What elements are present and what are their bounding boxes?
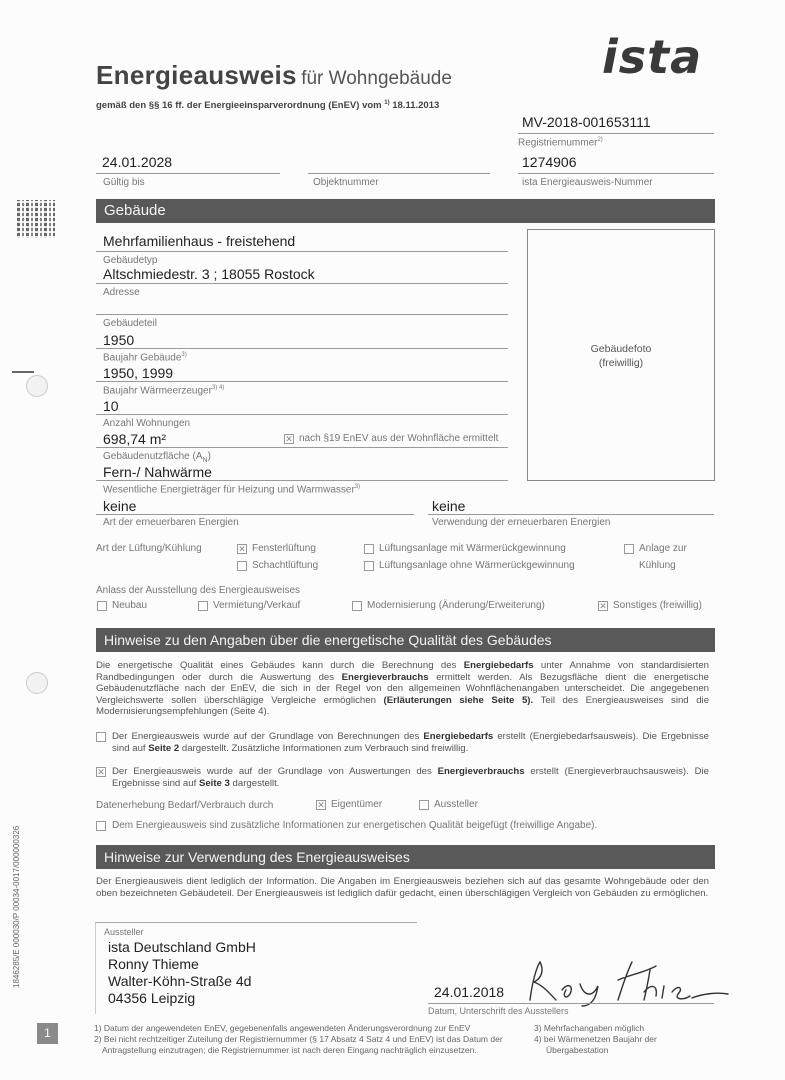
valid-until-value: 24.01.2028 [102, 154, 173, 170]
renewable-use-value: keine [432, 498, 466, 514]
units-value: 10 [103, 398, 119, 414]
rental-sale-label: Vermietung/Verkauf [213, 600, 301, 611]
additional-info-label: Dem Energieausweis sind zusätzliche Informationen zur energetischen Qualität beigefügt (freiwillige Angabe). [112, 820, 598, 831]
issue-date-label: Datum, Unterschrift des Ausstellers [428, 1006, 569, 1016]
new-building-label: Neubau [112, 600, 148, 611]
renewable-use-label: Verwendung der erneuerbaren Energien [432, 517, 611, 528]
fold-mark [12, 371, 34, 373]
owner-checkbox[interactable]: ✕ [317, 800, 325, 810]
building-type-label: Gebäudetyp [103, 255, 158, 266]
units-label: Anzahl Wohnungen [103, 418, 191, 429]
address-value: Altschmiedestr. 3 ; 18055 Rostock [103, 266, 315, 282]
footnote-4: 4) bei Wärmenetzen Baujahr der [534, 1034, 657, 1044]
cooling-system-label-line2: Kühlung [639, 560, 676, 571]
section-notes-header: Hinweise zu den Angaben über die energetische Qualität des Gebäudes [96, 628, 715, 652]
modernisation-checkbox[interactable] [352, 601, 362, 611]
renewable-type-label: Art der erneuerbaren Energien [103, 517, 239, 528]
cooling-system-label: Anlage zur [639, 543, 687, 554]
window-ventilation-label: Fensterlüftung [252, 543, 316, 554]
title-suffix: für Wohngebäude [301, 68, 452, 89]
subtitle-date: 18.11.2013 [392, 100, 440, 112]
footnotes-left [94, 1023, 503, 1056]
title-main: Energieausweis [96, 60, 297, 90]
issuer-city: 04356 Leipzig [108, 990, 196, 1006]
consumption-certificate-text: Der Energieausweis wurde auf der Grundlage von Auswertungen des Energieverbrauchs erstellt (Energieverbrauchsausweis). Die Ergebnisse sind auf Seite 3 dargestellt. [112, 766, 709, 789]
data-collection-label: Datenerhebung Bedarf/Verbrauch durch [96, 800, 274, 811]
issuer-street: Walter-Köhn-Straße 4d [108, 973, 252, 989]
modernisation-label: Modernisierung (Änderung/Erweiterung) [367, 600, 545, 611]
issuer-signature [522, 956, 732, 1008]
building-photo-box [527, 229, 715, 481]
heater-year-label: Baujahr Wärmeerzeuger$^{3) 4)}$ [103, 385, 225, 397]
ventilation-with-recovery-checkbox[interactable] [364, 544, 374, 554]
occasion-label: Anlass der Ausstellung des Energieausweises [96, 585, 301, 596]
cooling-system-checkbox[interactable] [624, 544, 634, 554]
footnote-3: 3) Mehrfachangaben möglich [534, 1023, 645, 1033]
address-label: Adresse [103, 287, 140, 298]
document-subtitle [96, 100, 439, 111]
heater-year-value: 1950, 1999 [103, 365, 174, 381]
usage-paragraph: Der Energieausweis dient lediglich der Information. Die Angaben im Energieausweis beziehen sich auf das gesamte Wohngebäude oder den oben bezeichneten Gebäudeteil. Der Energieausweis ist lediglich dafür gedacht, einen überschlägigen Vergleich von Gebäuden zu ermöglichen. [96, 876, 709, 899]
building-type-value: Mehrfamilienhaus - freistehend [103, 233, 296, 249]
data-matrix-code [17, 200, 55, 238]
usable-area-label: Gebäudenutzfläche $(A_N)$ [103, 451, 211, 464]
new-building-checkbox[interactable] [97, 601, 107, 611]
other-checkbox[interactable]: ✕ [599, 601, 607, 611]
issuer-person: Ronny Thieme [108, 956, 199, 972]
energy-carrier-label: Wesentliche Energieträger für Heizung und Warmwasser$^{3)}$ [103, 484, 361, 496]
owner-label: Eigentümer [331, 799, 383, 810]
ventilation-label: Art der Lüftung/Kühlung [96, 543, 202, 554]
ista-number-label: ista Energieausweis-Nummer [522, 177, 653, 188]
issuer-label: Aussteller [104, 927, 144, 937]
other-label: Sonstiges (freiwillig) [613, 600, 702, 611]
additional-info-checkbox[interactable] [96, 821, 106, 831]
ista-number-value: 1274906 [522, 154, 577, 170]
footnotes-right [534, 1023, 657, 1056]
usable-area-value: 698,74 m² [103, 431, 167, 447]
energy-carrier-value: Fern-/ Nahwärme [103, 464, 212, 480]
shaft-ventilation-label: Schachtlüftung [252, 560, 319, 571]
building-part-label: Gebäudeteil [103, 318, 157, 329]
registry-number: MV-2018-001653111 [522, 114, 651, 130]
section-usage-header: Hinweise zur Verwendung des Energieausweises [96, 845, 715, 869]
demand-certificate-checkbox[interactable] [96, 732, 106, 742]
construction-year-value: 1950 [103, 332, 135, 348]
footnote-1: 1) Datum der angewendeten EnEV, gegebenenfalls angewendeten Änderungsverordnung zur EnEV [94, 1023, 471, 1033]
issuer-option-label: Aussteller [434, 799, 478, 810]
footnote-2: 2) Bei nicht rechtzeitiger Zuteilung der Registriernummer (§ 17 Absatz 4 Satz 4 und EnEV) ist das Datum der [94, 1034, 503, 1044]
area-determination-label: nach §19 EnEV aus der Wohnfläche ermittelt [299, 433, 499, 444]
valid-until-label: Gültig bis [103, 177, 145, 188]
punch-hole-bottom [26, 672, 48, 694]
ventilation-without-recovery-label: Lüftungsanlage ohne Wärmerückgewinnung [379, 560, 575, 571]
issuer-address [108, 939, 256, 1007]
section-building-header: Gebäude [96, 199, 715, 223]
renewable-type-value: keine [103, 498, 137, 514]
issuer-company: ista Deutschland GmbH [108, 939, 256, 955]
shaft-ventilation-checkbox[interactable] [237, 561, 247, 571]
window-ventilation-checkbox[interactable]: ✕ [238, 544, 246, 554]
construction-year-label: Baujahr Gebäude$^{3)}$ [103, 352, 187, 364]
ista-logo: ista [602, 30, 703, 84]
registry-label: Registriernummer$^{2)}$ [518, 137, 603, 149]
subtitle-footnote: 1) [384, 100, 390, 106]
notes-paragraph: Die energetische Qualität eines Gebäudes kann durch die Berechnung des Energiebedarfs unter Annahme von standardisierten Randbedingungen oder durch die Auswertung des Energieverbrauchs ermittelt werden. Als Bezugsfläche dient die energetische Gebäudenutzfläche nach der EnEV, die sich in der Regel von den allgemeinen Wohnflächenangaben unterscheidet. Die angegebenen Vergleichswerte sollen überschlägige Vergleiche ermöglichen (Erläuterungen siehe Seite 5). Teil des Energieausweises sind die Modernisierungsempfehlungen (Seite 4). [96, 660, 710, 717]
subtitle-text: gemäß den §§ 16 ff. der Energieeinsparverordnung (EnEV) vom [96, 100, 382, 112]
footnote-2-cont: Antragstellung einzutragen; die Registriernummer ist nach deren Eingang nachträglich einzusetzen. [102, 1045, 477, 1055]
building-photo-label: Gebäudefoto (freiwillig) [590, 343, 652, 369]
footnote-4-cont: Übergabestation [546, 1045, 609, 1055]
consumption-certificate-checkbox[interactable]: ✕ [97, 767, 105, 777]
demand-certificate-text: Der Energieausweis wurde auf der Grundlage von Berechnungen des Energiebedarfs erstellt (Energiebedarfsausweis). Die Ergebnisse sind auf Seite 2 dargestellt. Zusätzliche Informationen zum Verbrauch sind freiwillig. [112, 731, 709, 754]
page-number: 1 [37, 1023, 58, 1044]
vertical-document-code: 1846285/E 000030/P 00034-0017/000000326 [12, 825, 21, 988]
object-number-label: Objektnummer [313, 177, 379, 188]
area-determination-checkbox[interactable]: ✕ [285, 434, 293, 444]
issuer-checkbox[interactable] [419, 800, 429, 810]
punch-hole-top [26, 375, 48, 397]
issue-date-value: 24.01.2018 [434, 984, 505, 1000]
ventilation-without-recovery-checkbox[interactable] [364, 561, 374, 571]
rental-sale-checkbox[interactable] [198, 601, 208, 611]
ventilation-with-recovery-label: Lüftungsanlage mit Wärmerückgewinnung [379, 543, 566, 554]
issuer-box [95, 922, 417, 1014]
document-title [96, 60, 452, 91]
